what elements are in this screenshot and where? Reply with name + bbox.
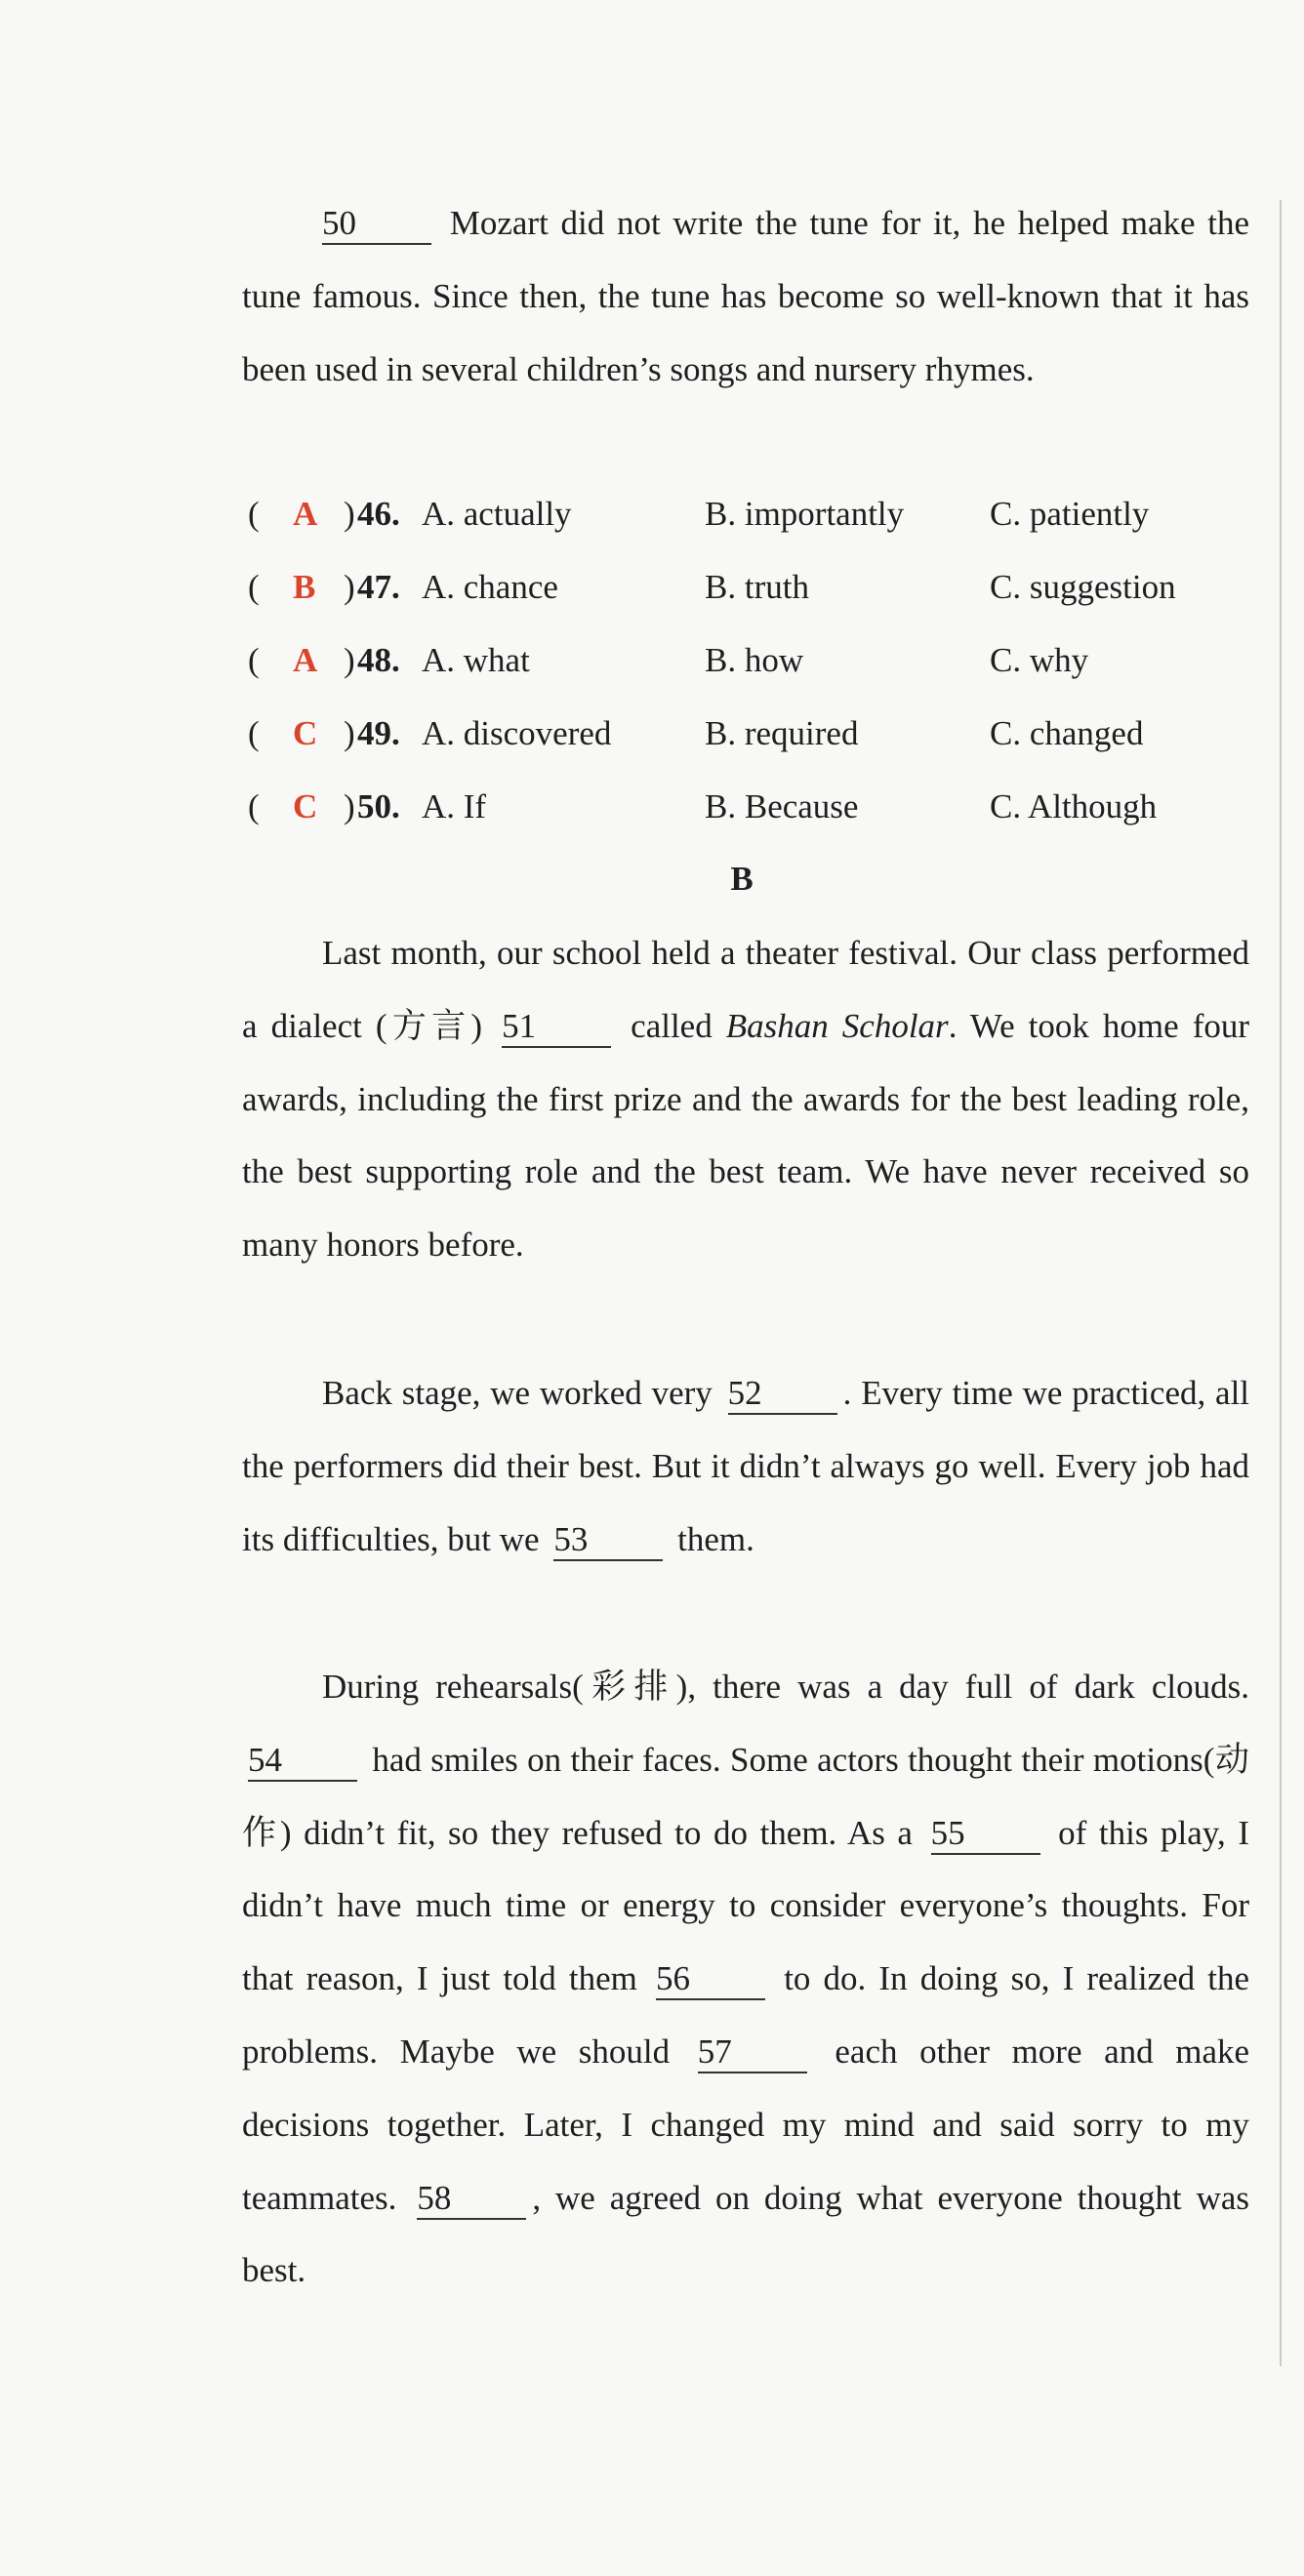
p1-text-3: . We took home four awards, including the first prize and the awards for the best leading role, the best supporting role and the best team. We have never received so many honors before.	[242, 1006, 1250, 1265]
blank-55: 55	[931, 1814, 1040, 1855]
p1-text-1: Last month, our school held a theater festival. Our class performed a dialect (方言)	[242, 934, 1249, 1045]
option-a: A. discovered	[422, 714, 612, 752]
option-a: A. actually	[422, 495, 572, 533]
option-b: B. required	[705, 714, 859, 752]
question-number: 48.	[357, 641, 400, 679]
paren-open: (	[248, 641, 260, 679]
blank-54: 54	[248, 1741, 357, 1782]
blank-52: 52	[728, 1374, 837, 1415]
question-number: 50.	[357, 787, 400, 825]
option-a: A. chance	[422, 568, 558, 606]
question-number: 46.	[357, 495, 400, 533]
p2-text-3: them.	[677, 1519, 754, 1558]
option-a: A. If	[422, 787, 487, 825]
blank-58: 58	[417, 2179, 526, 2220]
option-c: C. changed	[990, 714, 1144, 752]
question-number: 49.	[357, 714, 400, 752]
play-title: Bashan Scholar	[725, 1006, 949, 1045]
answer-50: C	[293, 787, 318, 825]
p3-text-3: of this play, I didn’t have much time or energy to consider everyone’s thoughts. For that reason, I just told them	[242, 1813, 1250, 1998]
passage-b-paragraph-1	[242, 917, 1249, 1282]
option-a: A. what	[422, 641, 530, 679]
question-48	[248, 626, 1263, 695]
paren-open: (	[248, 568, 260, 606]
blank-56: 56	[656, 1959, 765, 2000]
option-b: B. truth	[705, 568, 809, 606]
p3-text-2: had smiles on their faces. Some actors thought their motions(动作) didn’t fit, so they refused to do them. As a	[242, 1740, 1249, 1852]
option-b: B. Because	[705, 787, 859, 825]
option-c: C. patiently	[990, 495, 1150, 533]
paren-close: )	[344, 787, 355, 825]
answer-47: B	[293, 568, 316, 606]
answer-46: A	[293, 495, 318, 533]
answer-49: C	[293, 714, 318, 752]
passage-a-tail-text: Mozart did not write the tune for it, he helped make the tune famous. Since then, the tune has become so well-known that it has been used in several children’s songs and nursery rhymes.	[242, 204, 1250, 388]
question-49	[248, 700, 1263, 768]
option-b: B. importantly	[705, 495, 905, 533]
p3-text-4: to do. In doing so, I realized the problems. Maybe we should	[242, 1959, 1250, 2071]
paren-close: )	[344, 568, 355, 606]
option-b: B. how	[705, 641, 804, 679]
option-c: C. why	[990, 641, 1089, 679]
p3-text-5: each other more and make decisions together. Later, I changed my mind and said sorry to my teammates.	[242, 2032, 1250, 2217]
answer-48: A	[293, 641, 318, 679]
question-50	[248, 773, 1263, 841]
p3-text-6: , we agreed on doing what everyone thought was best.	[242, 2178, 1250, 2290]
p1-text-2: called	[631, 1006, 713, 1045]
p3-text-1: During rehearsals(彩排), there was a day full of dark clouds.	[322, 1668, 1249, 1706]
option-c: C. Although	[990, 787, 1158, 825]
passage-a-tail	[242, 187, 1249, 406]
question-47	[248, 553, 1263, 622]
question-number: 47.	[357, 568, 400, 606]
paren-open: (	[248, 495, 260, 533]
paren-close: )	[344, 495, 355, 533]
p2-text-2: . Every time we practiced, all the performers did their best. But it didn’t always go well. Every job had its difficulties, but we	[242, 1374, 1250, 1558]
p2-text-1: Back stage, we worked very	[322, 1374, 713, 1412]
paren-close: )	[344, 641, 355, 679]
blank-57: 57	[698, 2033, 807, 2073]
option-c: C. suggestion	[990, 568, 1176, 606]
passage-b-paragraph-2	[242, 1357, 1249, 1576]
blank-53: 53	[553, 1520, 663, 1561]
blank-51: 51	[502, 1007, 611, 1048]
paren-open: (	[248, 714, 260, 752]
question-46	[248, 480, 1263, 548]
paren-open: (	[248, 787, 260, 825]
paren-close: )	[344, 714, 355, 752]
blank-50: 50	[322, 204, 431, 245]
section-b-title: B	[730, 860, 754, 898]
passage-b-paragraph-3	[242, 1651, 1249, 2308]
page-margin-rule	[1280, 200, 1282, 2366]
